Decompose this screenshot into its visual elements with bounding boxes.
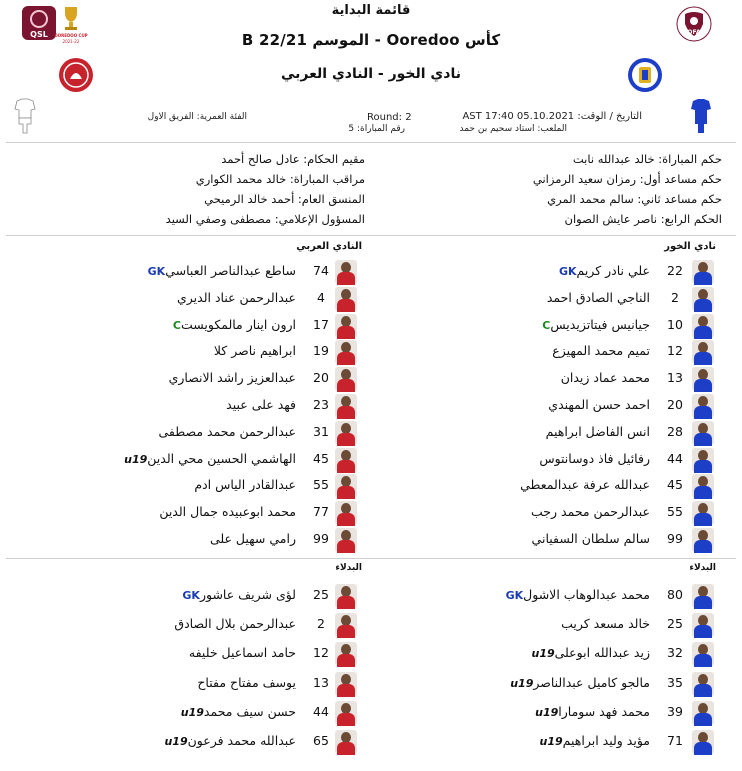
player-name-text: احمد حسن المهندي [548,397,650,412]
round-label: Round: 2 [367,112,412,123]
away-player-row [8,729,378,755]
player-name [555,263,650,278]
player-photo [692,701,714,725]
player-name-text: انس الفاضل ابراهيم [545,423,650,439]
player-number: 2 [317,616,325,632]
player-number: 55 [313,477,329,493]
player-name-text: عبدالقادر الياس ادم [194,477,296,493]
player-photo [335,642,357,666]
qfa-logo [676,6,712,42]
home-player-row [362,641,732,667]
player-number: 99 [667,531,683,546]
player-name [160,733,296,748]
player-tag-c: C [542,318,551,332]
player-tag-gk: GK [505,589,524,602]
player-name [502,587,650,602]
player-tag-u19: u19 [510,676,534,690]
player-number: 44 [313,703,329,719]
player-photo [692,672,714,696]
player-number: 22 [667,263,683,278]
divider-top [6,142,736,143]
player-name [552,343,650,358]
away-player-row [8,393,378,419]
player-photo [692,367,714,391]
player-photo [335,448,357,472]
player-name [177,290,296,305]
officials-left [100,152,365,232]
player-name-text: جيانيس فيتاتزيديس [550,316,650,332]
cup-season-title: كأس Ooredoo - الموسم B 22/21 [241,31,501,49]
player-name-text: ابراهيم ناصر كلا [213,343,296,359]
player-name [169,317,296,332]
player-tag-gk: GK [147,265,166,278]
al-khor-logo [627,57,663,93]
player-name-text: ارون اينار مالمكويست [180,316,296,332]
home-player-row [362,447,732,473]
away-player-row [8,447,378,473]
player-name [547,290,650,305]
player-name-text: خالد مسعد كريب [561,616,650,632]
player-name [178,587,296,602]
player-number: 19 [313,343,329,359]
home-player-row [362,313,732,339]
player-name-text: لؤى شريف عاشور [199,587,296,602]
player-tag-gk: GK [182,589,200,602]
official-fourth: الحكم الرابع: ناصر عايش الصوان [564,212,722,226]
player-name-text: مالجو كاميل عبدالناصر [533,674,650,690]
player-tag-c: C [172,318,181,332]
player-name-text: تميم محمد المهيزع [552,343,650,359]
player-number: 39 [667,703,683,719]
player-number: 25 [667,616,683,632]
player-name-text: عبدالعزيز راشد الانصاري [168,370,296,386]
official-assessor: مقيم الحكام: عادل صالح أحمد [221,152,365,166]
player-number: 65 [313,733,329,748]
home-player-row [362,420,732,446]
home-player-row [362,612,732,638]
player-name-text: عبدالرحمن بلال الصادق [174,616,296,632]
away-player-row [8,420,378,446]
player-photo [335,730,357,754]
away-player-row [8,313,378,339]
away-player-row [8,671,378,697]
al-arabi-logo [58,57,94,93]
home-player-row [362,527,732,553]
player-photo [335,474,357,498]
player-photo [692,260,714,284]
player-name-text: حامد اسماعيل خليفه [188,645,296,661]
away-team-header: النادي العربي [296,241,362,252]
player-name-text: عبدالرحمن عناد الديري [177,289,296,305]
player-name-text: علي نادر كريم [576,263,650,278]
divider-officials [6,235,736,236]
away-player-row [8,583,378,609]
cup-logo [54,4,88,46]
player-name [169,370,296,385]
player-name-text: فهد على عبيد [226,397,296,412]
player-name-text: محمد فهد سومارا [558,703,650,719]
player-tag-u19: u19 [164,735,188,748]
home-kit-icon [690,98,712,134]
player-number: 2 [671,289,679,305]
player-number: 77 [313,504,329,520]
player-name [520,477,650,492]
player-photo [692,730,714,754]
home-player-row [362,259,732,285]
player-photo [335,367,357,391]
player-name [210,531,296,546]
player-name-text: محمد عبدالوهاب الاشول [523,587,650,602]
player-photo [692,584,714,608]
player-photo [692,287,714,311]
player-name [531,704,650,719]
away-player-row [8,259,378,285]
player-number: 25 [313,587,329,602]
cup-logo-text: OOREDOO CUP [54,33,88,38]
away-player-row [8,612,378,638]
player-number: 31 [313,423,329,439]
player-name [197,675,296,690]
player-name-text: مؤيد وليد ابراهيم [562,733,650,748]
player-name [561,370,650,385]
away-player-row [8,500,378,526]
player-name [177,704,296,719]
player-name [561,616,650,631]
home-player-row [362,500,732,526]
player-name [174,616,296,631]
player-photo [335,287,357,311]
player-photo [692,642,714,666]
player-photo [335,701,357,725]
player-tag-u19: u19 [531,647,555,661]
player-tag-u19: u19 [180,705,204,719]
player-name-text: ساطع عبدالناصر العباسي [165,263,296,278]
player-photo [692,501,714,525]
player-name [159,504,296,519]
official-match-commissioner: مراقب المباراة: خالد محمد الكواري [195,172,365,186]
player-name-text: الهاشمي الحسين محي الدين [147,450,296,466]
player-number: 23 [313,397,329,412]
player-photo [335,613,357,637]
player-photo [335,421,357,445]
player-name-text: عبدالله محمد فرعون [187,733,296,748]
away-player-row [8,473,378,499]
player-name [532,531,650,546]
player-name-text: عبدالله عرفة عبدالمعطي [520,477,650,493]
player-name-text: محمد عماد زيدان [560,370,650,386]
official-referee: حكم المباراة: خالد عبدالله نابت [572,152,722,166]
player-number: 13 [313,674,329,690]
player-number: 44 [667,450,683,466]
home-player-row [362,366,732,392]
player-name [536,733,650,748]
player-name-text: رامي سهيل على [209,531,296,546]
player-tag-gk: GK [558,265,577,278]
match-number: رقم المباراة: 5 [348,124,405,134]
qsl-logo [22,6,56,40]
player-number: 74 [313,263,329,278]
match-title: نادي الخور - النادي العربي [281,66,461,82]
player-number: 35 [667,674,683,690]
player-name [548,397,650,412]
age-group: الفئة العمرية: الفريق الاول [147,112,247,122]
player-name [531,504,650,519]
player-name [194,477,296,492]
home-player-row [362,473,732,499]
player-photo [692,448,714,472]
away-player-row [8,527,378,553]
player-name [159,424,296,439]
player-photo [335,260,357,284]
match-datetime: التاريخ / الوقت: AST 17:40 05.10.2021 [462,111,642,122]
home-player-row [362,583,732,609]
player-name [506,675,650,690]
home-player-row [362,700,732,726]
home-player-row [362,286,732,312]
player-photo [335,340,357,364]
home-player-row [362,671,732,697]
player-tag-u19: u19 [535,705,559,719]
player-name [144,263,296,278]
player-number: 99 [313,531,329,546]
player-name [120,451,296,466]
player-name-text: عبدالرحمن محمد مصطفى [158,423,296,439]
player-name-text: رفائيل فاذ دوسانتوس [539,450,650,466]
player-number: 10 [667,316,683,332]
page-title: قائمة البداية [331,3,411,18]
player-photo [335,528,357,552]
away-player-row [8,366,378,392]
official-media: المسؤول الإعلامي: مصطفى وصفي السيد [165,212,365,226]
player-name [214,343,296,358]
official-general-coordinator: المنسق العام: أحمد خالد الرميحي [204,192,365,206]
player-number: 28 [667,423,683,439]
player-name [538,317,650,332]
player-photo [335,314,357,338]
home-player-row [362,393,732,419]
player-photo [335,501,357,525]
away-player-row [8,286,378,312]
player-number: 20 [313,370,329,386]
player-photo [692,474,714,498]
player-photo [692,340,714,364]
divider-subs [6,558,736,559]
player-name [527,645,650,660]
player-number: 45 [667,477,683,493]
player-number: 80 [667,587,683,602]
player-number: 55 [667,504,683,520]
player-number: 12 [667,343,683,359]
player-photo [335,672,357,696]
player-name-text: سالم سلطان السفياني [531,531,650,546]
away-player-row [8,339,378,365]
player-name [226,397,296,412]
player-number: 32 [667,645,683,661]
player-photo [692,314,714,338]
official-assistant-2: حكم مساعد ثاني: سالم محمد المري [547,192,722,206]
home-player-row [362,339,732,365]
player-name-text: حسن سيف محمد [203,703,296,719]
player-number: 20 [667,397,683,412]
player-photo [692,613,714,637]
player-photo [335,584,357,608]
player-photo [335,394,357,418]
player-name-text: محمد ابوعبيده جمال الدين [159,504,296,520]
player-name [189,645,296,660]
official-assistant-1: حكم مساعد أول: رمزان سعيد الرمزاني [532,172,722,186]
player-name-text: الناجي الصادق احمد [546,289,650,305]
away-subs-header: البدلاء [335,563,362,573]
player-photo [692,528,714,552]
player-number: 4 [317,289,325,305]
officials-right [422,152,722,232]
player-number: 13 [667,370,683,386]
qsl-logo-text: QSL [30,30,48,39]
player-number: 45 [313,450,329,466]
player-name-text: يوسف مفتاح مفتاح [197,674,296,690]
player-name [546,424,650,439]
qfa-logo-text: QFA [687,29,701,36]
home-team-header: نادي الخور [664,241,716,252]
home-subs-header: البدلاء [689,563,716,573]
player-photo [692,394,714,418]
player-tag-u19: u19 [124,452,148,466]
away-player-row [8,700,378,726]
away-player-row [8,641,378,667]
player-number: 17 [313,316,329,332]
player-name-text: عبدالرحمن محمد رجب [531,504,650,520]
away-kit-icon [14,98,36,134]
player-photo [692,421,714,445]
player-tag-u19: u19 [539,735,563,748]
home-player-row [362,729,732,755]
player-name [539,451,650,466]
player-number: 71 [667,733,683,748]
player-name-text: زيد عبدالله ابوعلى [554,645,650,661]
player-number: 12 [313,645,329,661]
match-stadium: الملعب: استاد سحيم بن حمد [459,124,567,134]
cup-logo-season: 2021-22 [62,39,80,44]
